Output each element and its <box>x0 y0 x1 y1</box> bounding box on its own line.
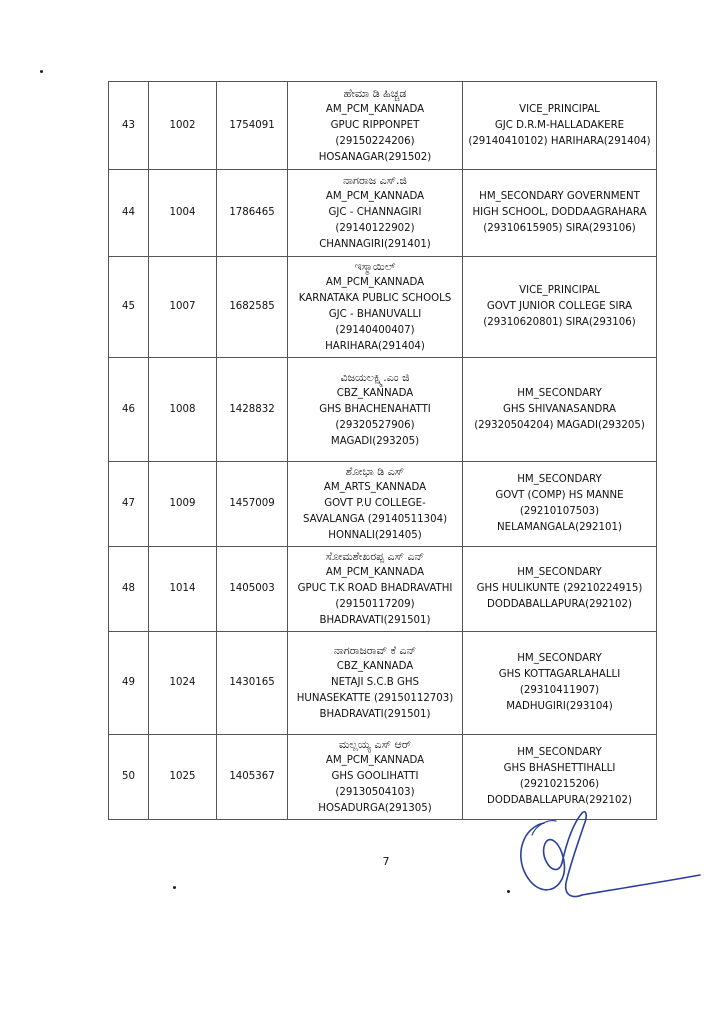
rank-cell: 1025 <box>149 735 217 820</box>
detail-line: GPUC T.K ROAD BHADRAVATHI <box>297 583 453 594</box>
sl-no-cell: 43 <box>109 82 149 170</box>
detail-line: KARNATAKA PUBLIC SCHOOLS <box>298 293 452 304</box>
rank-cell: 1007 <box>149 257 217 358</box>
detail-line: GPUC RIPPONPET <box>330 119 420 131</box>
detail-line: GHS BHACHENAHATTI <box>319 403 431 415</box>
detail-line: CHANNAGIRI(291401) <box>319 239 431 250</box>
from-details-cell <box>288 257 463 358</box>
detail-line: HM_SECONDARY <box>517 387 602 399</box>
detail-line: HIGH SCHOOL, DODDAAGRAHARA <box>472 207 647 218</box>
kgid-cell: 1682585 <box>217 257 288 358</box>
table-row <box>109 547 657 632</box>
sl-no-cell: 45 <box>109 257 149 358</box>
table-row <box>109 462 657 547</box>
detail-line: AM_ARTS_KANNADA <box>323 482 427 493</box>
detail-line: AM_PCM_KANNADA <box>325 567 425 578</box>
table-row <box>109 257 657 358</box>
sl-no-cell: 48 <box>109 547 149 632</box>
detail-line: HM_SECONDARY <box>517 567 602 578</box>
rank-cell: 1002 <box>149 82 217 170</box>
from-details-cell <box>288 735 463 820</box>
from-details-cell <box>288 462 463 547</box>
teacher-name: ಶೋಭಾ ಡಿ ಎಸ್ <box>345 465 405 478</box>
detail-line: (29310411907) <box>519 685 600 696</box>
detail-line: DODDABALLAPURA(292102) <box>487 599 632 610</box>
rank-cell: 1004 <box>149 170 217 257</box>
detail-line: (29150224206) <box>335 135 415 147</box>
table-row <box>109 82 657 170</box>
detail-line: HARIHARA(291404) <box>325 341 425 352</box>
to-details-cell <box>463 170 657 257</box>
detail-line: AM_PCM_KANNADA <box>325 103 425 115</box>
table-row <box>109 632 657 735</box>
detail-line: (29140122902) <box>335 223 415 234</box>
rank-cell: 1009 <box>149 462 217 547</box>
detail-line: HM_SECONDARY <box>517 474 602 485</box>
detail-line: (29210215206) <box>519 779 600 790</box>
detail-line: (29130504103) <box>335 787 415 798</box>
detail-line: GJC - BHANUVALLI <box>328 309 422 320</box>
detail-line: MAGADI(293205) <box>330 435 420 447</box>
detail-line: GHS GOOLIHATTI <box>331 771 419 782</box>
detail-line: NETAJI S.C.B GHS <box>330 677 419 688</box>
detail-line: (29320504204) MAGADI(293205) <box>474 419 645 431</box>
detail-line: BHADRAVATI(291501) <box>319 615 431 626</box>
kgid-cell: 1405367 <box>217 735 288 820</box>
detail-line: VICE_PRINCIPAL <box>519 103 600 115</box>
detail-line: AM_PCM_KANNADA <box>325 191 425 202</box>
kgid-cell: 1457009 <box>217 462 288 547</box>
sl-no-cell: 49 <box>109 632 149 735</box>
rank-cell: 1024 <box>149 632 217 735</box>
detail-line: MADHUGIRI(293104) <box>506 701 613 712</box>
sl-no-cell: 47 <box>109 462 149 547</box>
to-details-cell <box>463 632 657 735</box>
table-row <box>109 170 657 257</box>
kgid-cell: 1754091 <box>217 82 288 170</box>
sl-no-cell: 44 <box>109 170 149 257</box>
from-details-cell <box>288 632 463 735</box>
detail-line: HONNALI(291405) <box>328 530 422 541</box>
detail-line: (29310615905) SIRA(293106) <box>483 223 636 234</box>
transfer-table <box>108 81 657 820</box>
from-details-cell <box>288 358 463 462</box>
from-details-cell <box>288 170 463 257</box>
detail-line: (29320527906) <box>335 419 415 431</box>
to-details-cell <box>463 462 657 547</box>
detail-line: CBZ_KANNADA <box>336 661 414 672</box>
detail-line: GHS KOTTAGARLAHALLI <box>498 669 621 680</box>
detail-line: HM_SECONDARY <box>517 653 602 664</box>
scan-speck <box>173 886 176 889</box>
kgid-cell: 1428832 <box>217 358 288 462</box>
scan-speck <box>40 70 43 73</box>
detail-line: DODDABALLAPURA(292102) <box>487 795 632 806</box>
detail-line: (29210107503) <box>519 506 600 517</box>
kgid-cell: 1405003 <box>217 547 288 632</box>
sl-no-cell: 46 <box>109 358 149 462</box>
teacher-name: ಇಸ್ಮಾಯಿಲ್ <box>354 260 396 273</box>
detail-line: GHS HULIKUNTE (29210224915) <box>476 583 643 594</box>
to-details-cell <box>463 547 657 632</box>
detail-line: BHADRAVATI(291501) <box>319 709 431 720</box>
detail-line: SAVALANGA (29140511304) <box>302 514 448 525</box>
teacher-name: ಹೇಮಾ ಡಿ ಹಿಚ್ಚಡ <box>343 86 407 100</box>
to-details-cell <box>463 257 657 358</box>
teacher-name: ಸೋಮಶೇಖರಪ್ಪ ಎಸ್ ಎನ್ <box>325 550 425 563</box>
detail-line: NELAMANGALA(292101) <box>497 522 622 533</box>
detail-line: (29140410102) HARIHARA(291404) <box>468 135 651 147</box>
teacher-name: ನಾಗರಾಜ ಎಸ್.ಜಿ <box>343 174 407 187</box>
detail-line: HM_SECONDARY <box>517 747 602 758</box>
rank-cell: 1014 <box>149 547 217 632</box>
teacher-name: ವಿಜಯಲಕ್ಷ್ಮಿ.ಎಂ ಜಿ <box>340 370 410 384</box>
detail-line: HOSANAGAR(291502) <box>318 151 432 163</box>
teacher-name: ನಾಗರಾಜರಾವ್ ಕೆ ಎನ್ <box>333 644 417 657</box>
detail-line: GOVT JUNIOR COLLEGE SIRA <box>486 301 633 312</box>
detail-line: HM_SECONDARY GOVERNMENT <box>479 191 640 202</box>
detail-line: (29150117209) <box>335 599 415 610</box>
signature <box>496 805 701 915</box>
detail-line: AM_PCM_KANNADA <box>325 277 425 288</box>
detail-line: CBZ_KANNADA <box>336 387 414 399</box>
detail-line: GHS SHIVANASANDRA <box>503 403 616 415</box>
detail-line: GOVT (COMP) HS MANNE <box>495 490 624 501</box>
page-number: 7 <box>382 855 390 868</box>
teacher-name: ಮಲ್ಲಯ್ಯ ಎಸ್ ಆರ್ <box>338 738 412 751</box>
detail-line: AM_PCM_KANNADA <box>325 755 425 766</box>
detail-line: GOVT P.U COLLEGE- <box>324 498 426 509</box>
from-details-cell <box>288 547 463 632</box>
to-details-cell <box>463 82 657 170</box>
kgid-cell: 1430165 <box>217 632 288 735</box>
kgid-cell: 1786465 <box>217 170 288 257</box>
rank-cell: 1008 <box>149 358 217 462</box>
detail-line: GJC D.R.M-HALLADAKERE <box>494 119 625 131</box>
detail-line: (29140400407) <box>335 325 415 336</box>
detail-line: (29310620801) SIRA(293106) <box>483 317 636 328</box>
detail-line: GHS BHASHETTIHALLI <box>503 763 616 774</box>
sl-no-cell: 50 <box>109 735 149 820</box>
detail-line: GJC - CHANNAGIRI <box>328 207 422 218</box>
detail-line: HUNASEKATTE (29150112703) <box>296 693 454 704</box>
table-body <box>109 82 657 820</box>
from-details-cell <box>288 82 463 170</box>
detail-line: HOSADURGA(291305) <box>318 803 432 814</box>
to-details-cell <box>463 358 657 462</box>
table-row <box>109 358 657 462</box>
detail-line: VICE_PRINCIPAL <box>519 285 600 296</box>
